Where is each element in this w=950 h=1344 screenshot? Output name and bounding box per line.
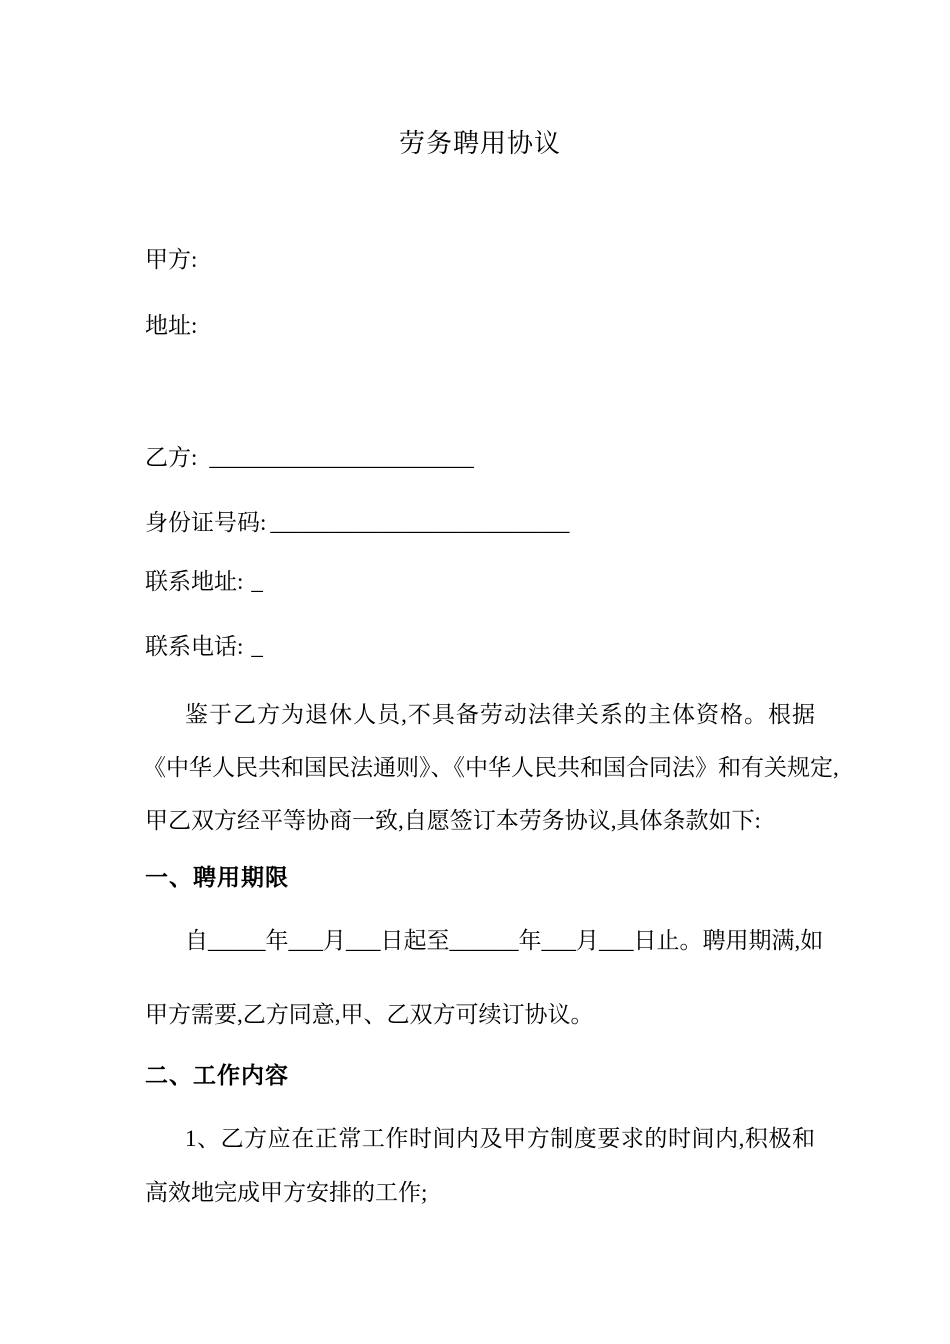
party-a-line — [145, 246, 197, 275]
contact-phone-line — [145, 633, 263, 662]
company-address-label: 地址: — [145, 313, 198, 338]
contact-address-label: 联系地址: — [145, 569, 244, 594]
company-address-line — [145, 312, 197, 341]
preamble-line-2: 《中华人民共和国民法通则》、《中华人民共和国合同法》和有关规定, — [143, 755, 839, 780]
preamble-line-1: 鉴于乙方为退休人员,不具备劳动法律关系的主体资格。根据 — [185, 702, 815, 727]
id-number-label: 身份证号码: — [145, 510, 267, 535]
id-number-blank-underline: __________________________ — [270, 510, 570, 535]
section-2-item-1-line-1: 1、乙方应在正常工作时间内及甲方制度要求的时间内,积极和 — [185, 1126, 815, 1151]
party-b-label: 乙方: — [145, 445, 198, 470]
contact-address-line — [145, 568, 263, 597]
party-b-blank-underline: _______________________ — [209, 445, 474, 470]
party-a-label: 甲方: — [145, 247, 198, 272]
party-b-line — [145, 444, 474, 473]
contact-phone-label: 联系电话: — [145, 634, 244, 659]
section-1-heading: 一、聘用期限 — [145, 864, 289, 890]
contact-phone-blank-underline: _ — [251, 634, 263, 659]
section-2-item-1-line-2: 高效地完成甲方安排的工作; — [145, 1180, 428, 1205]
section-2-heading: 二、工作内容 — [145, 1062, 289, 1088]
contact-address-blank-underline: _ — [251, 569, 263, 594]
section-1-term-line: 自_____年___月___日起至______年___月___日止。聘用期满,如 — [185, 928, 824, 953]
section-1-renewal-line: 甲方需要,乙方同意,甲、乙双方可续订协议。 — [145, 1002, 594, 1027]
id-number-line — [145, 509, 569, 538]
preamble-line-3: 甲乙双方经平等协商一致,自愿签订本劳务协议,具体条款如下: — [145, 808, 761, 833]
document-title: 劳务聘用协议 — [398, 129, 561, 158]
